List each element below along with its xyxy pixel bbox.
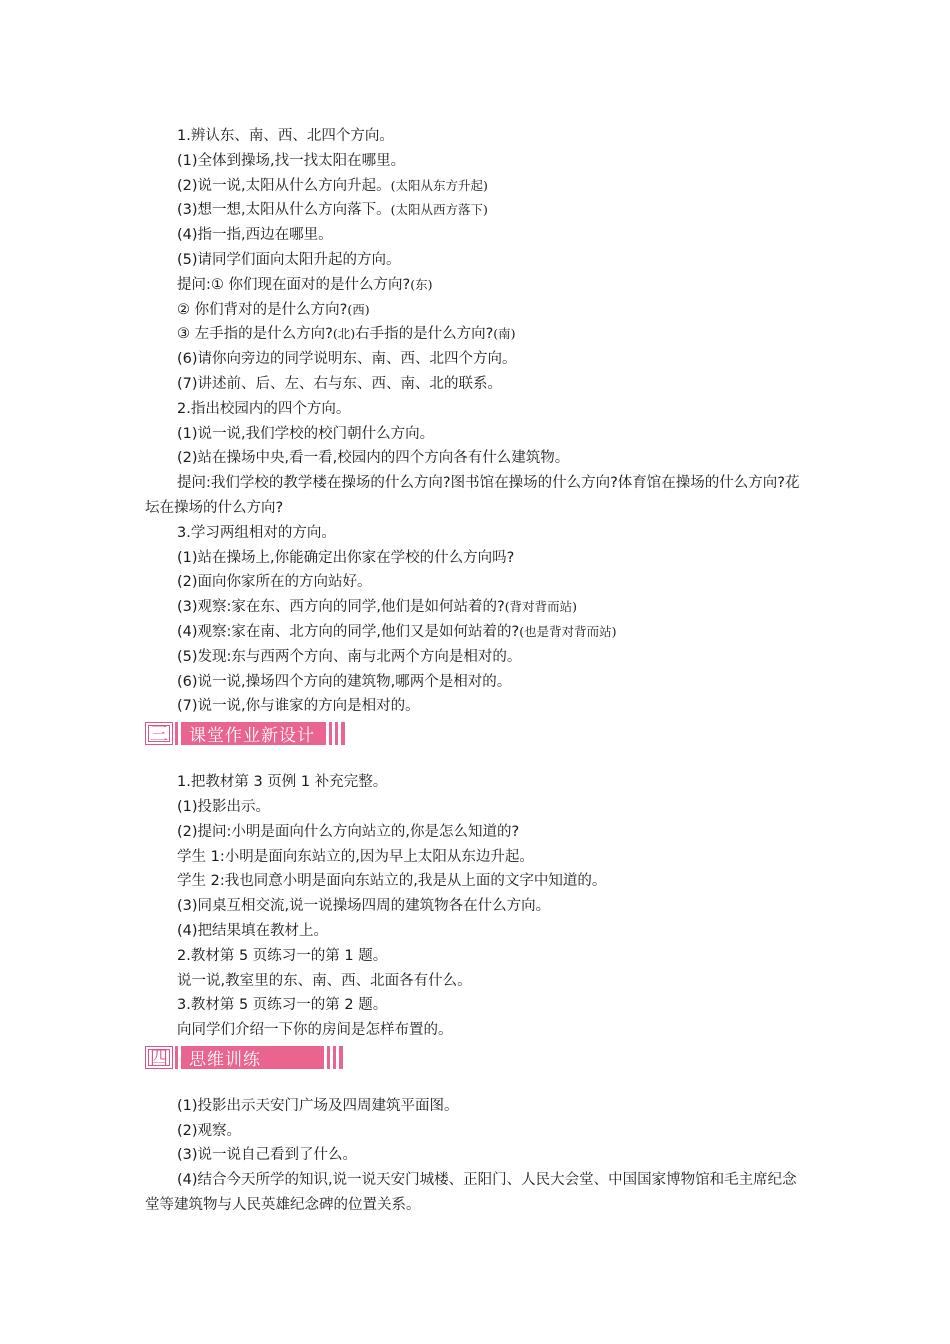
paragraph: (7)说一说,你与谁家的方向是相对的。 xyxy=(177,698,420,715)
paragraph: (5)请同学们面向太阳升起的方向。 xyxy=(177,251,401,268)
paragraph: (6)请你向旁边的同学说明东、南、西、北四个方向。 xyxy=(177,351,517,368)
paragraph: (4)把结果填在教材上。 xyxy=(177,922,329,939)
banner-stripe xyxy=(326,722,329,745)
paragraph: (4)指一指,西边在哪里。 xyxy=(177,227,333,244)
document-page xyxy=(145,124,810,1218)
answer-note: (太阳从西方落下) xyxy=(390,202,488,218)
step-heading-3: 3.教材第 5 页练习一的第 2 题。 xyxy=(177,997,388,1014)
section-number: 三 xyxy=(145,722,173,745)
paragraph: 向同学们介绍一下你的房间是怎样布置的。 xyxy=(177,1022,453,1039)
paragraph: (4)观察:家在南、北方向的同学,他们又是如何站着的?(也是背对背而站) xyxy=(177,623,617,640)
section-header-4 xyxy=(145,1045,810,1070)
paragraph: (1)全体到操场,找一找太阳在哪里。 xyxy=(177,152,406,169)
paragraph: (3)观察:家在东、西方向的同学,他们是如何站着的?(背对背而站) xyxy=(177,599,577,616)
paragraph: 说一说,教室里的东、南、西、北面各有什么。 xyxy=(177,972,472,989)
paragraph: (3)想一想,太阳从什么方向落下。(太阳从西方落下) xyxy=(177,202,488,219)
step-heading-2: 2.教材第 5 页练习一的第 1 题。 xyxy=(177,947,388,964)
step-heading-1: 1.把教材第 3 页例 1 补充完整。 xyxy=(177,774,388,791)
paragraph: (3)同桌互相交流,说一说操场四周的建筑物各在什么方向。 xyxy=(177,898,551,915)
paragraph: (2)站在操场中央,看一看,校园内的四个方向各有什么建筑物。 xyxy=(177,450,570,467)
section-banner xyxy=(175,1046,343,1069)
step-heading-2: 2.指出校园内的四个方向。 xyxy=(177,400,351,417)
paragraph: (3)说一说自己看到了什么。 xyxy=(177,1147,358,1164)
section-number: 四 xyxy=(145,1046,173,1069)
step-heading-3: 3.学习两组相对的方向。 xyxy=(177,524,336,541)
answer-note: (西) xyxy=(347,301,370,317)
answer-note: (南) xyxy=(493,326,516,342)
answer-note: (背对背而站) xyxy=(504,599,577,615)
paragraph: (2)提问:小明是面向什么方向站立的,你是怎么知道的? xyxy=(177,823,520,840)
paragraph: 提问:我们学校的教学楼在操场的什么方向?图书馆在操场的什么方向?体育馆在操场的什么方向?花坛在操场的什么方向? xyxy=(145,475,800,516)
paragraph: (1)说一说,我们学校的校门朝什么方向。 xyxy=(177,425,435,442)
section-banner xyxy=(175,722,345,745)
banner-stripe xyxy=(324,1046,327,1069)
section-title: 课堂作业新设计 xyxy=(189,726,315,747)
paragraph: (2)面向你家所在的方向站好。 xyxy=(177,574,372,591)
step-heading-1: 1.辨认东、南、西、北四个方向。 xyxy=(177,128,394,144)
paragraph: (1)站在操场上,你能确定出你家在学校的什么方向吗? xyxy=(177,549,515,566)
answer-note: (太阳从东方升起) xyxy=(390,177,488,193)
paragraph: 学生 2:我也同意小明是面向东站立的,我是从上面的文字中知道的。 xyxy=(177,873,607,890)
banner-stripe xyxy=(332,722,335,745)
paragraph: (4)结合今天所学的知识,说一说天安门城楼、正阳门、人民大会堂、中国国家博物馆和毛主席纪念堂等建筑物与人民英雄纪念碑的位置关系。 xyxy=(145,1172,797,1214)
banner-stripe xyxy=(336,1046,339,1069)
section-header-3 xyxy=(145,721,810,746)
paragraph: (1)投影出示。 xyxy=(177,798,271,815)
paragraph: (2)说一说,太阳从什么方向升起。(太阳从东方升起) xyxy=(177,177,488,194)
paragraph: ② 你们背对的是什么方向?(西) xyxy=(177,301,370,318)
paragraph: 提问:① 你们现在面对的是什么方向?(东) xyxy=(177,276,433,293)
paragraph: (2)观察。 xyxy=(177,1122,242,1139)
paragraph: (7)讲述前、后、左、右与东、西、南、北的联系。 xyxy=(177,375,503,392)
paragraph: 学生 1:小明是面向东站立的,因为早上太阳从东边升起。 xyxy=(177,848,534,865)
answer-note: (也是背对背而站) xyxy=(519,623,617,639)
banner-stripe xyxy=(338,722,341,745)
paragraph: (6)说一说,操场四个方向的建筑物,哪两个是相对的。 xyxy=(177,673,512,690)
answer-note: (东) xyxy=(410,276,433,292)
banner-stripe xyxy=(330,1046,333,1069)
paragraph: (5)发现:东与西两个方向、南与北两个方向是相对的。 xyxy=(177,648,522,665)
answer-note: (北) xyxy=(332,326,356,342)
section-title: 思维训练 xyxy=(189,1049,261,1070)
paragraph: (1)投影出示天安门广场及四周建筑平面图。 xyxy=(177,1097,459,1114)
paragraph: ③ 左手指的是什么方向?(北)右手指的是什么方向?(南) xyxy=(177,326,516,343)
